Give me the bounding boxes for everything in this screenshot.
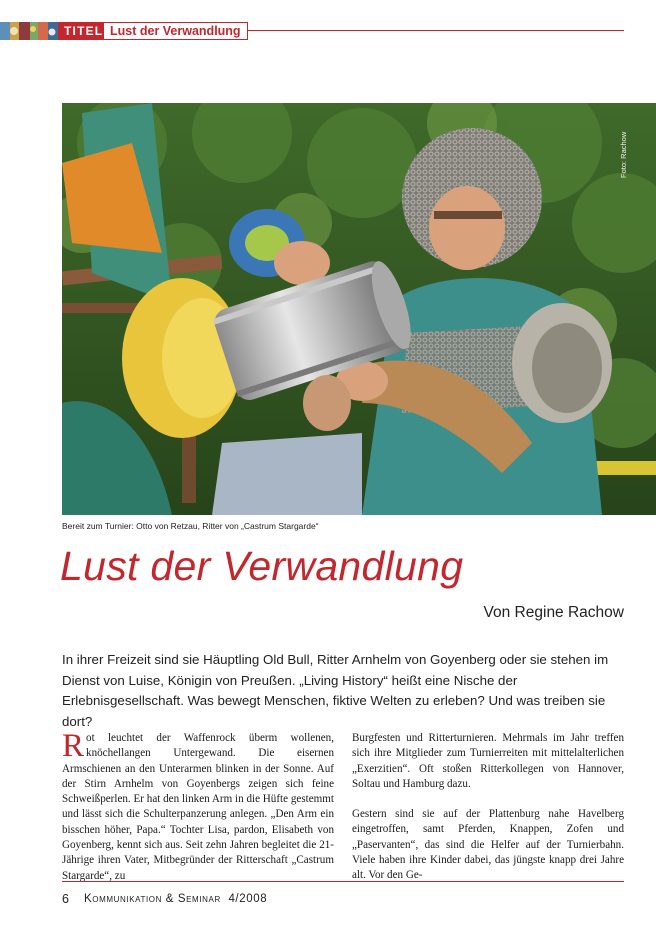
article-byline: Von Regine Rachow: [483, 604, 624, 621]
body-paragraph: Burgfesten und Ritterturnieren. Mehrmals im Jahr treffen sich ihre Mitglieder zum Turnierreiten mit mittelalterlichen „Exerzitien“. Oft stoßen Ritterkollegen von Hannover, Soltau und Hamburg dazu.: [352, 732, 624, 790]
body-column-left: [62, 728, 334, 884]
article-photo: [62, 103, 656, 515]
section-label: TITEL: [58, 22, 109, 40]
header-decor-strip: [0, 22, 58, 40]
photo-caption: Bereit zum Turnier: Otto von Retzau, Ritter von „Castrum Stargarde“: [62, 521, 319, 531]
body-paragraph: [62, 728, 334, 884]
article-headline: Lust der Verwandlung: [60, 543, 464, 589]
photo-credit: Foto: Rachow: [619, 131, 628, 178]
journal-name: [84, 893, 267, 905]
header-rule: [248, 30, 624, 31]
footer-rule: [62, 881, 624, 882]
body-paragraph: Gestern sind sie auf der Plattenburg nahe Havelberg eingetroffen, samt Pferden, Knappen, Zofen und „Paservanten“, das sind die Helfer auf der Turnierbahn. Viele haben ihre Kinder dabei, das jüngste knapp drei Jahre alt. Vor den Ge-: [352, 808, 624, 882]
page-number: 6: [62, 892, 69, 906]
header-title: Lust der Verwandlung: [103, 22, 248, 40]
journal-title: Kommunikation & Seminar: [84, 893, 221, 905]
article-lead: In ihrer Freizeit sind sie Häuptling Old Bull, Ritter Arnhelm von Goyenberg oder sie stehen im Dienst von Luise, Königin von Preußen. „Living History“ heißt eine Nische der Erlebnisgesellschaft. Was bewegt Menschen, fiktive Welten zu erleben? Und was treiben sie dort?: [62, 652, 609, 729]
journal-issue: 4/2008: [228, 893, 268, 905]
paragraph-text: ot leuchtet der Waffenrock überm wollenen, knöchellangen Untergewand. Die eisernen Armschienen an den Unterarmen blinken in der Sonne. Auf der Stirn Arnhelm von Goyenbergs zeigen sich feine Schweißperlen. Er hat den linken Arm in die Hüfte gestemmt und lässt sich die Schulterpanzerung anlegen. „Den Arm ein bisschen höher, Papa.“ Tochter Lisa, pardon, Elisabeth von Goyenberg, kennt sich aus. Seit zehn Jahren begleitet die 21-Jährige ihren Vater, Mitbegründer der Ritterschaft „Castrum Stargarde“, zu: [62, 732, 334, 882]
body-column-right: [352, 731, 624, 884]
drop-cap: R: [62, 728, 85, 764]
